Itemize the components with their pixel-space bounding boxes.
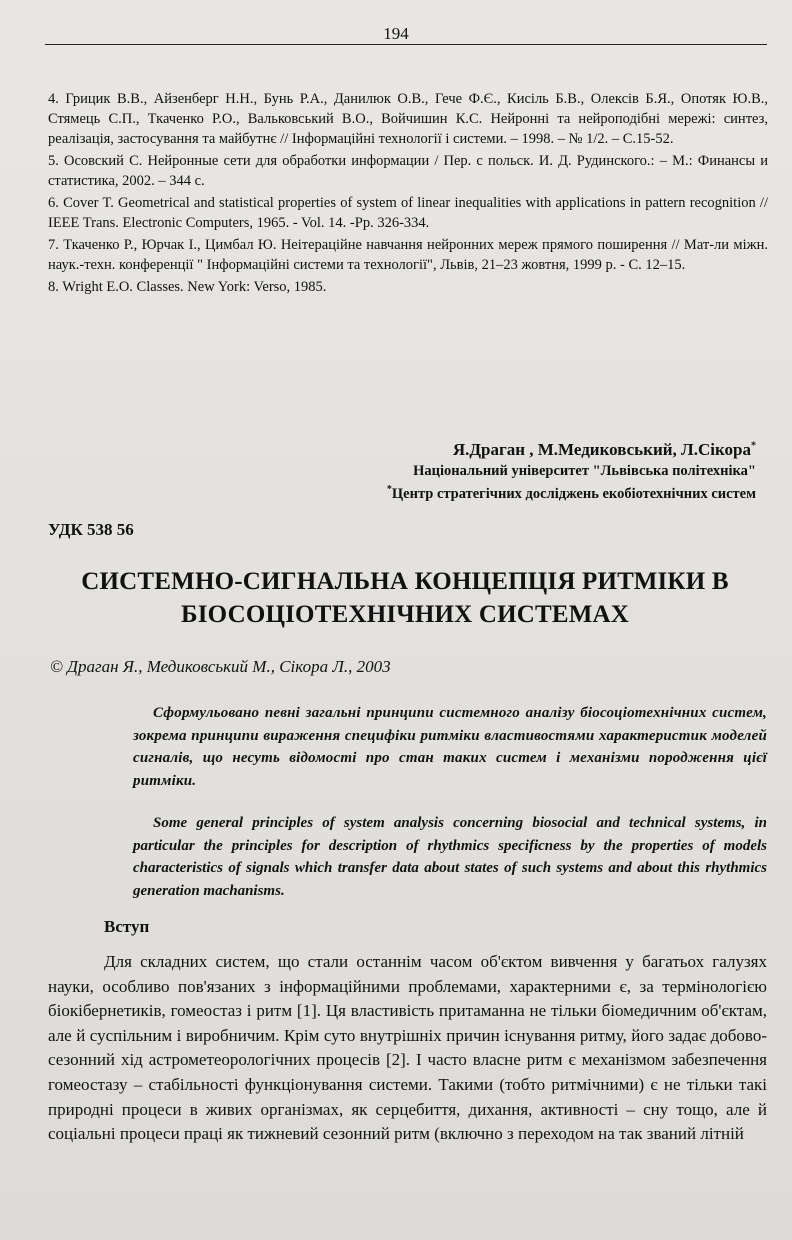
title-line: СИСТЕМНО-СИГНАЛЬНА КОНЦЕПЦІЯ РИТМІКИ В (81, 568, 729, 595)
udc-code: УДК 538 56 (48, 520, 134, 539)
abstract-english: Some general principles of system analysis concerning biosocial and technical systems, in particular the principles for description of rhythmics specificness by the properties of models characteristics of signals which transfer data about states of such systems and about this rhythmics generation machanisms. (133, 815, 767, 899)
reference-list (48, 89, 768, 299)
reference-item: 6. Cover T. Geometrical and statistical properties of system of linear inequalities with applications in pattern recognition // IEEE Trans. Electronic Computers, 1965. - Vol. 14. -Pp. 326-334. (48, 195, 768, 231)
abstract-ukrainian: Сформульовано певні загальні принципи системного аналізу біосоціотехнічних систем, зокрема принципи вираження специфіки ритміки властивостями характеристик моделей сигналів, що несуть відомості про стан таких систем і механізми породження цієї ритміки. (133, 705, 767, 789)
affiliation-footnote-mark: * (386, 484, 392, 496)
title-line: БІОСОЦІОТЕХНІЧНИХ СИСТЕМАХ (180, 601, 630, 628)
page-number: 194 (383, 24, 409, 43)
affiliation-primary: Національний університет "Львівська політехніка" (413, 463, 756, 479)
reference-item: 5. Осовский С. Нейронные сети для обработки информации / Пер. с польск. И. Д. Рудинского.: – М.: Финансы и статистика, 2002. – 344 с. (48, 153, 768, 189)
affiliation-secondary: Центр стратегічних досліджень екобіотехнічних систем (391, 486, 756, 502)
reference-item: 4. Грицик В.В., Айзенберг Н.Н., Бунь Р.А., Данилюк О.В., Гече Ф.Є., Кисіль Б.В., Олексів Б.Я., Опотяк Ю.В., Стямець С.П., Ткаченко Р.О., Вальковський В.О., Войчишин К.С. Нейронні та нейроподібні мережі: синтез, реалізація, застосування та майбутнє // Інформаційні технології і системи. – 1998. – № 1/2. – С.15-52. (48, 91, 768, 147)
author-footnote-mark: * (751, 440, 756, 452)
affiliation-secondary-line (387, 486, 756, 503)
authors-line (453, 440, 756, 460)
header-rule (45, 44, 767, 45)
body-paragraph: Для складних систем, що стали останнім часом об'єктом вивчення у багатьох галузях науки, особливо пов'язаних з інформаційними проблемами, характерними є, за термінологією біокібернетиків, гомеостаз і ритм [1]. Ця властивість притаманна не тільки біомедичним об'єктам, але й суспільним і виробничим. Крім суто внутрішніх причин існування ритму, його задає добово-сезонний хід астрометеорологічних процесів [2]. І часто власне ритм є механізмом забезпечення гомеостазу – стабільності функціонування системи. Такими (тобто ритмічними) є не тільки такі природні процеси в живих організмах, як серцебиття, дихання, активності – сну тощо, але й соціальні процеси праці як тижневий сезонний ритм (включно з переходом на так званий літній (48, 952, 767, 1144)
reference-item: 7. Ткаченко Р., Юрчак І., Цимбал Ю. Неітераційне навчання нейронних мереж прямого поширення // Мат-ли міжн. наук.-техн. конференції " Інформаційні системи та технології", Львів, 21–23 жовтня, 1999 р. - С. 12–15. (48, 237, 768, 273)
article-title (40, 565, 770, 631)
section-heading: Вступ (104, 917, 150, 936)
reference-item: 8. Wright E.O. Classes. New York: Verso, 1985. (48, 279, 327, 295)
copyright-line: © Драган Я., Медиковський М., Сікора Л., 2003 (50, 657, 391, 676)
authors: Я.Драган , М.Медиковський, Л.Сікора (452, 440, 751, 459)
